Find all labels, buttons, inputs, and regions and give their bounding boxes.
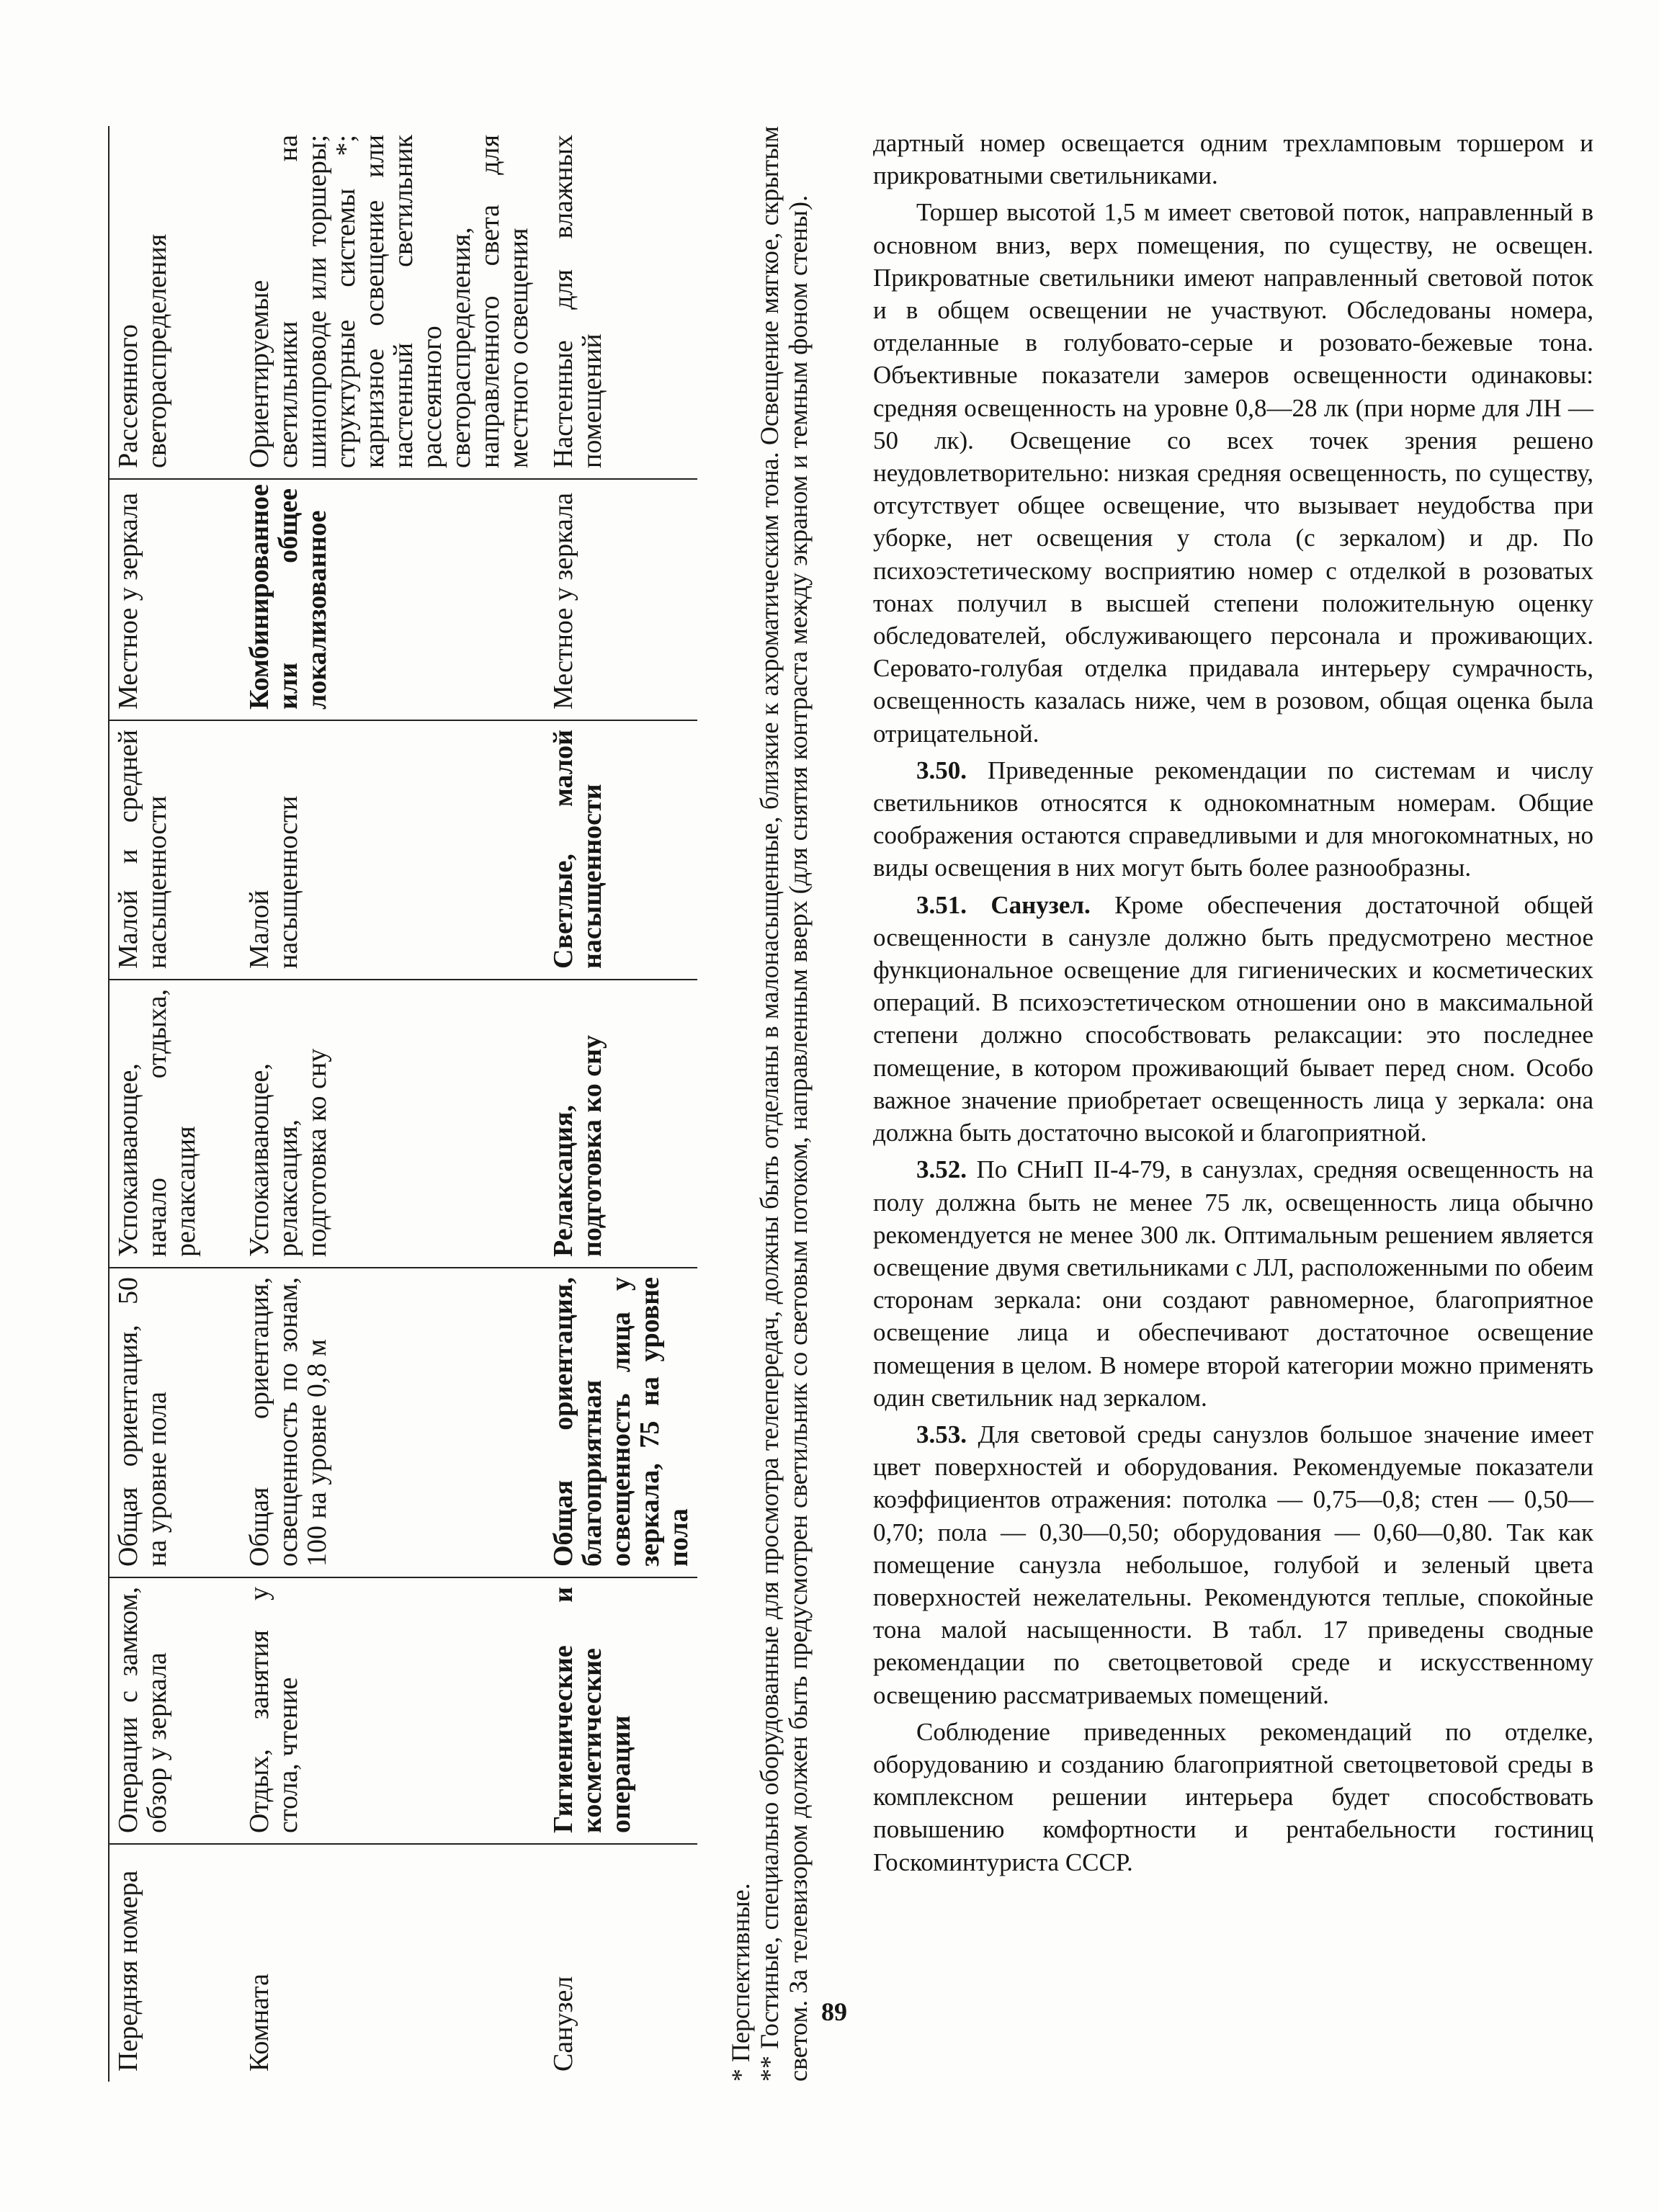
cell-room: Комната <box>244 1974 274 2072</box>
body-text-column <box>873 127 1593 1883</box>
paragraph: Торшер высотой 1,5 м имеет световой поток, направленный в основном вниз, верх помещения, по существу, не освещен. Прикроватные светильники имеют направленный световой поток и в общем освещении не участвуют. Обследованы номера, отделанные в голубовато-серые и розовато-бежевые тона. Объективные показатели замеров освещенности одинаковы: средняя освещенность на уровне 0,8—28 лк (при норме для ЛН — 50 лк). Освещение со всех точек зрения решено неудовлетворительно: низкая средняя освещенность, по существу, отсутствует общее освещение, что вызывает неудобства при уборке, нет освещения у стола (с зеркалом) и др. По психоэстетическому восприятию номер с отделкой в розоватых тонах получил в высшей степени положительную оценку обследователей, обслуживающего персонала и проживающих. Серовато-голубая отделка придавала интерьеру сумрачность, освещенность казалась ниже, чем в розовом, общая оценка была отрицательной. <box>873 198 1593 748</box>
cell-norm: Общая ориентация, 50 на уровне пола <box>109 1268 241 1577</box>
paragraph <box>873 1153 1593 1414</box>
cell-room: Санузел <box>548 1976 578 2072</box>
cell-saturation: Малой и средней насыщенности <box>109 720 241 980</box>
table-row <box>241 126 545 2082</box>
cell-saturation: Светлые, малой насыщенности <box>545 720 697 980</box>
cell-psych: Релаксация, подготовка ко сну <box>545 980 697 1268</box>
section-number: 3.51. <box>916 890 967 919</box>
table-row <box>545 126 697 2082</box>
cell-norm: Общая ориентация, освещенность по зонам, 100 на уровне 0,8 м <box>241 1268 545 1577</box>
cell-fixtures: Рассеянного светораспределения <box>109 126 241 479</box>
paragraph-text: Кроме обеспечения достаточной общей освещенности в санузле должно быть предусмотрено местное функциональное освещение для гигиенических и косметических операций. В психоэстетическом отношении оно в максимальной степени должно способствовать релаксации: это последнее помещение, в котором проживающий бывает перед сном. Особо важное значение приобретает освещенность лица у зеркала: она должна быть достаточно высокой и благоприятной. <box>873 890 1594 1147</box>
section-number: 3.50. <box>916 756 967 784</box>
paragraph-text: По СНиП II-4-79, в санузлах, средняя освещенность на полу должна быть не менее 75 лк, освещенность лица обычно рекомендуется не менее 300 лк. Оптимальным решением является освещение двумя светильниками с ЛЛ, расположенными по обеим сторонам зеркала: они создают равномерное, благоприятное освещение лица и обеспечивают достаточное освещение помещения в целом. В номере второй категории можно применять один светильник над зеркалом. <box>873 1155 1594 1412</box>
cell-activity: Отдых, занятия у стола, чтение <box>241 1577 545 1844</box>
section-number: 3.53. <box>916 1420 967 1448</box>
cell-psych: Успокаивающее, начало отдыха, релаксация <box>109 980 241 1268</box>
section-number: 3.52. <box>916 1155 967 1184</box>
cell-lighting-system: Комбинированное или общее локализованное <box>241 479 545 720</box>
cell-room: Передняя номера <box>109 1844 241 2082</box>
table-row <box>109 126 241 2082</box>
paragraph <box>873 889 1593 1150</box>
page-number: 89 <box>821 1997 847 2026</box>
cell-fixtures: Ориентируемые светильники на шинопроводе или торшеры; структурные системы *; карнизное освещение или настенный светильник рассеянного светораспределения, направленного света для местного освещения <box>241 126 545 479</box>
cell-lighting-system: Местное у зеркала <box>109 479 241 720</box>
paragraph: дартный номер освещается одним трехламповым торшером и прикроватными светильниками. <box>873 129 1593 190</box>
run-in-heading: Санузел. <box>991 890 1091 919</box>
footnote-1: * Перспективные. <box>726 1883 755 2082</box>
cell-fixtures: Настенные для влажных помещений <box>545 126 697 479</box>
cell-psych: Успокаивающее, релаксация, подготовка ко сну <box>241 980 545 1268</box>
paragraph-text: Приведенные рекомендации по системам и числу светильников относятся к однокомнатным номерам. Общие соображения остаются справедливыми и для многокомнатных, но виды освещения в них могут быть более разнообразны. <box>873 756 1593 882</box>
cell-activity: Гигиенические и косметические операции <box>545 1577 697 1844</box>
rotated-table-block <box>108 126 864 2082</box>
cell-norm: Общая ориентация, благоприятная освещенность лица у зеркала, 75 на уровне пола <box>545 1268 697 1577</box>
table-footnotes <box>726 126 813 2082</box>
paragraph: Соблюдение приведенных рекомендаций по отделке, оборудованию и созданию благоприятной светоцветовой среды в комплексном решении интерьера будет способствовать повышению комфортности и рентабельности гостиниц Госкоминтуриста СССР. <box>873 1717 1593 1876</box>
cell-activity: Операции с замком, обзор у зеркала <box>109 1577 241 1844</box>
paragraph <box>873 1418 1593 1711</box>
recommendations-table <box>108 126 697 2082</box>
footnote-2: ** Гостиные, специально оборудованные для просмотра телепередач, должны быть отделаны в малонасыщенные, близкие к ахроматическим тона. Освещение мягкое, скрытым светом. За телевизором должен быть предусмотрен светильник со световым потоком, направленным вверх (для снятия контраста между экраном и темным фоном стены). <box>755 126 813 2082</box>
cell-saturation: Малой насыщенности <box>241 720 545 980</box>
paragraph <box>873 754 1593 885</box>
paragraph-text: Для световой среды санузлов большое значение имеет цвет поверхностей и оборудования. Рекомендуемые показатели коэффициентов отражения: потолка — 0,75—0,8; стен — 0,50—0,70; пола — 0,30—0,50; оборудования — 0,60—0,80. Так как помещение санузла небольшое, голубой и зеленый цвета поверхностей нежелательны. Рекомендуются теплые, спокойные тона малой насыщенности. В табл. 17 приведены сводные рекомендации по светоцветовой среде и искусственному освещению рассматриваемых помещений. <box>873 1420 1593 1709</box>
cell-lighting-system: Местное у зеркала <box>545 479 697 720</box>
